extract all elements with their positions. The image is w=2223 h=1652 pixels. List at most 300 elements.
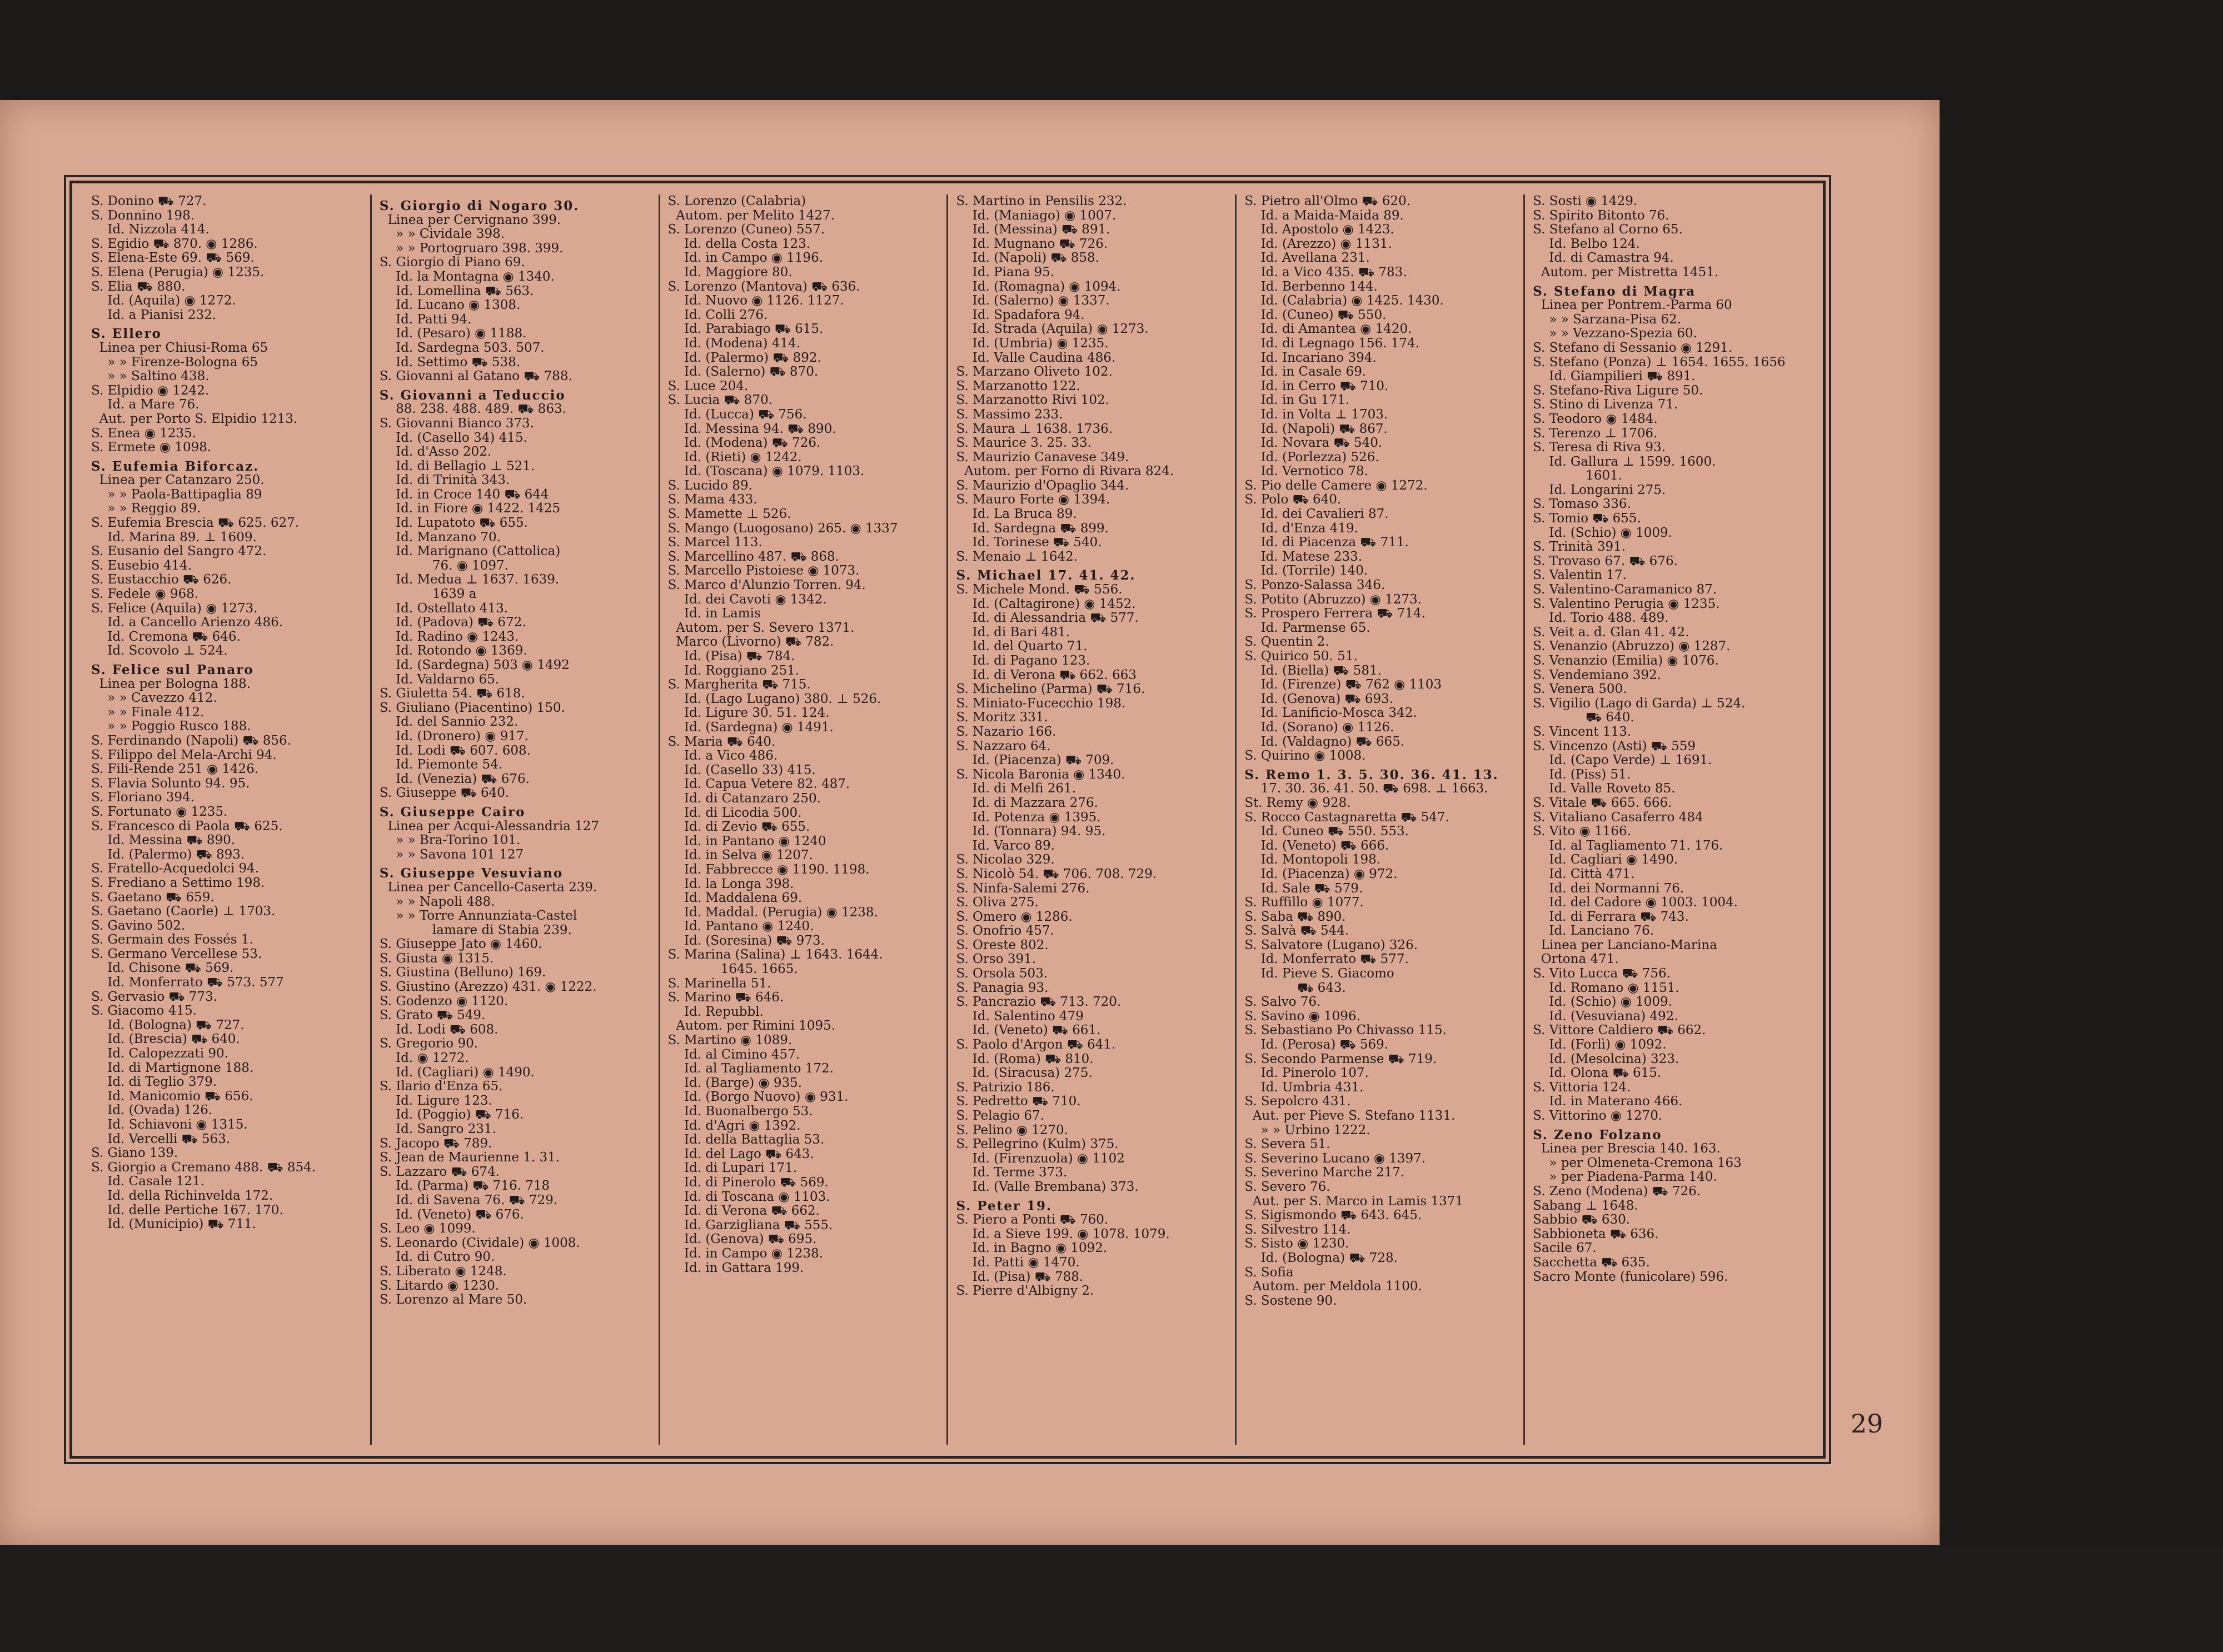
index-column-4 xyxy=(948,194,1237,1445)
index-entry: Autom. per Mistretta 1451. xyxy=(1533,265,1719,280)
index-entry: Id. Nizzola 414. xyxy=(91,223,210,237)
index-entry: S. Valentino-Caramanico 87. xyxy=(1533,583,1717,597)
index-entry: S. Marco d'Alunzio Torren. 94. xyxy=(667,578,866,593)
index-entry: Id. (Umbria) ◉ 1235. xyxy=(956,336,1109,351)
index-entry: Id. (Pisa) ⛟ 788. xyxy=(956,1270,1084,1284)
index-entry: Id. Torio 488. 489. xyxy=(1533,611,1669,626)
index-entry: S. Giorgio di Piano 69. xyxy=(379,256,525,270)
index-heading: S. Ellero xyxy=(91,327,162,341)
index-entry: Id. in Bagno ◉ 1092. xyxy=(956,1241,1108,1256)
index-entry: Id. (Porlezza) 526. xyxy=(1244,450,1379,465)
index-entry: » » Napoli 488. xyxy=(379,895,495,909)
index-entry: Id. Longarini 275. xyxy=(1533,483,1666,497)
index-entry: S. Pietro all'Olmo ⛟ 620. xyxy=(1244,194,1411,208)
index-entry: S. Piero a Ponti ⛟ 760. xyxy=(956,1213,1109,1227)
index-entry: S. Lorenzo (Cuneo) 557. xyxy=(667,223,825,237)
index-entry: S. Martino in Pensilis 232. xyxy=(956,194,1127,208)
index-entry: Id. in Croce 140 ⛟ 644 xyxy=(379,487,549,502)
index-entry: Id. Incariano 394. xyxy=(1244,351,1377,365)
index-entry: Id. del Cadore ◉ 1003. 1004. xyxy=(1533,896,1738,910)
index-entry: Id. in Selva ◉ 1207. xyxy=(667,849,813,863)
index-entry: Id. Rotondo ◉ 1369. xyxy=(379,644,527,658)
index-entry: Id. in Fiore ◉ 1422. 1425 xyxy=(379,502,561,516)
index-entry: S. Maura ⊥ 1638. 1736. xyxy=(956,422,1113,436)
index-entry: Id. (Siracusa) 275. xyxy=(956,1066,1093,1081)
index-entry: » » Portogruaro 398. 399. xyxy=(379,241,564,256)
index-entry: S. Stefano (Ponza) ⊥ 1654. 1655. 1656 xyxy=(1533,355,1786,370)
index-entry: Id. di Amantea ◉ 1420. xyxy=(1244,322,1412,337)
index-entry: Id. (Pisa) ⛟ 784. xyxy=(667,650,795,663)
index-entry: S. Nicola Baronia ◉ 1340. xyxy=(956,767,1125,782)
index-entry: S. Elena (Perugia) ◉ 1235. xyxy=(91,265,265,280)
index-entry: Id. Manzano 70. xyxy=(379,530,501,545)
index-entry: Id. Sale ⛟ 579. xyxy=(1244,881,1363,896)
index-entry: S. Miniato-Fucecchio 198. xyxy=(956,696,1126,711)
index-entry: Sacchetta ⛟ 635. xyxy=(1533,1255,1650,1270)
index-entry: Autom. per Rimini 1095. xyxy=(667,1019,836,1034)
index-entry: Id. di Toscana ◉ 1103. xyxy=(667,1190,830,1204)
index-entry: S. Jacopo ⛟ 789. xyxy=(379,1136,492,1151)
index-entry: Id. Garzigliana ⛟ 555. xyxy=(667,1218,833,1232)
index-entry: Linea per Bologna 188. xyxy=(91,677,251,691)
index-heading: S. Stefano di Magra xyxy=(1533,284,1696,299)
index-entry: S. Gregorio 90. xyxy=(379,1037,479,1051)
index-entry: Id. (Messina) ⛟ 891. xyxy=(956,223,1110,237)
index-entry: S. Polo ⛟ 640. xyxy=(1244,493,1342,507)
index-entry: S. Vittore Caldiero ⛟ 662. xyxy=(1533,1024,1706,1038)
index-entry: S. Patrizio 186. xyxy=(956,1080,1055,1095)
index-entry: Id. (Biella) ⛟ 581. xyxy=(1244,663,1382,678)
index-entry: S. Vigilio (Lago di Garda) ⊥ 524. xyxy=(1533,696,1746,711)
index-entry: Id. del Sannio 232. xyxy=(379,715,519,730)
index-entry: Id. Sardegna 503. 507. xyxy=(379,341,545,355)
index-entry: S. Sosti ◉ 1429. xyxy=(1533,194,1638,208)
index-entry: Id. Umbria 431. xyxy=(1244,1080,1364,1095)
index-entry: Id. (Napoli) ⛟ 858. xyxy=(956,251,1099,266)
index-entry: 76. ◉ 1097. xyxy=(379,558,509,573)
index-entry: S. Venera 500. xyxy=(1533,682,1627,697)
index-entry: Id. Schiavoni ◉ 1315. xyxy=(91,1118,248,1132)
index-entry: Id. di Martignone 188. xyxy=(91,1061,254,1075)
index-entry: S. Mango (Luogosano) 265. ◉ 1337 xyxy=(667,521,898,536)
index-entry: S. Vincenzo (Asti) ⛟ 559 xyxy=(1533,739,1696,753)
index-entry: S. Flavia Solunto 94. 95. xyxy=(91,776,250,791)
index-entry: Id. a Cancello Arienzo 486. xyxy=(91,616,283,630)
index-entry: Id. Capua Vetere 82. 487. xyxy=(667,777,850,792)
index-entry: S. Gaetano ⛟ 659. xyxy=(91,890,215,905)
index-entry: Id. (Modena) ⛟ 726. xyxy=(667,436,821,451)
index-entry: Id. (Palermo) ⛟ 892. xyxy=(667,351,821,365)
index-entry: S. Sisto ◉ 1230. xyxy=(1244,1237,1349,1251)
index-heading: S. Michael 17. 41. 42. xyxy=(956,568,1136,583)
index-entry: Id. Manicomio ⛟ 656. xyxy=(91,1089,253,1104)
index-entry: Id. Vernotico 78. xyxy=(1244,465,1368,479)
index-entry: Id. (Roma) ⛟ 810. xyxy=(956,1052,1094,1066)
index-entry: S. Donino ⛟ 727. xyxy=(91,194,207,208)
index-entry: Id. (Forlì) ◉ 1092. xyxy=(1533,1038,1667,1052)
index-entry: S. Teodoro ◉ 1484. xyxy=(1533,412,1658,426)
index-entry: S. Pelagio 67. xyxy=(956,1109,1044,1123)
page-number: 29 xyxy=(1851,1409,1883,1439)
index-entry: Id. (Calabria) ◉ 1425. 1430. xyxy=(1244,294,1444,308)
index-entry: S. Vito Lucca ⛟ 756. xyxy=(1533,967,1671,981)
index-entry: » per Olmeneta-Cremona 163 xyxy=(1533,1156,1742,1170)
index-entry: Id. Spadafora 94. xyxy=(956,308,1085,322)
index-entry: » » Savona 101 127 xyxy=(379,847,524,862)
index-entry: S. Giuseppe ⛟ 640. xyxy=(379,786,510,801)
index-entry: Id. Casale 121. xyxy=(91,1175,205,1189)
index-entry: Id. Lanciano 76. xyxy=(1533,924,1654,939)
index-entry: Id. a Vico 435. ⛟ 783. xyxy=(1244,265,1407,280)
index-entry: Id. (Cagliari) ◉ 1490. xyxy=(379,1065,535,1080)
index-entry: S. Floriano 394. xyxy=(91,791,195,805)
index-entry: Id. a Pianisi 232. xyxy=(91,308,217,322)
index-entry: Id. (Genova) ⛟ 695. xyxy=(667,1232,817,1247)
index-entry: » » Firenze-Bologna 65 xyxy=(91,355,258,370)
index-entry: Id. in Campo ◉ 1196. xyxy=(667,251,824,266)
index-entry: Id. Monferrato ⛟ 573. 577 xyxy=(91,976,284,990)
index-entry: St. Remy ◉ 928. xyxy=(1244,796,1351,810)
index-entry: Id. Buonalbergo 53. xyxy=(667,1105,813,1119)
index-entry: S. Nazzaro 64. xyxy=(956,739,1051,753)
index-entry: Id. (Piacenza) ⛟ 709. xyxy=(956,753,1114,768)
index-entry: S. Nicolao 329. xyxy=(956,853,1055,867)
index-entry: Id. (Ovada) 126. xyxy=(91,1104,213,1118)
index-entry: S. Fili-Rende 251 ◉ 1426. xyxy=(91,762,259,777)
index-column-2 xyxy=(372,194,660,1445)
index-entry: S. Zeno (Modena) ⛟ 726. xyxy=(1533,1184,1701,1199)
index-entry: S. Giacomo 415. xyxy=(91,1004,197,1019)
index-entry: Id. Matese 233. xyxy=(1244,550,1363,564)
index-entry: Id. (Palermo) ⛟ 893. xyxy=(91,847,245,862)
index-entry: 1639 a xyxy=(379,587,477,602)
index-entry: S. Tomaso 336. xyxy=(1533,497,1631,512)
index-entry: Id. della Costa 123. xyxy=(667,237,811,251)
index-entry: S. Saba ⛟ 890. xyxy=(1244,910,1346,924)
index-entry: S. Vito ◉ 1166. xyxy=(1533,825,1631,839)
index-entry: Aut. per Porto S. Elpidio 1213. xyxy=(91,412,298,426)
index-entry: S. Godenzo ◉ 1120. xyxy=(379,994,509,1009)
index-entry: Id. di Legnago 156. 174. xyxy=(1244,336,1420,351)
index-entry: S. Prospero Ferrera ⛟ 714. xyxy=(1244,607,1425,621)
index-entry: S. Marcel 113. xyxy=(667,536,762,550)
index-entry: S. Rocco Castagnaretta ⛟ 547. xyxy=(1244,810,1449,825)
index-entry: Id. (Sardegna) 503 ◉ 1492 xyxy=(379,658,570,672)
index-entry: Id. al Cimino 457. xyxy=(667,1047,800,1062)
index-entry: Id. Berbenno 144. xyxy=(1244,280,1378,294)
index-entry: Id. (Firenze) ⛟ 762 ◉ 1103 xyxy=(1244,678,1442,692)
index-entry: S. Lorenzo (Mantova) ⛟ 636. xyxy=(667,280,860,294)
index-entry: Id. Potenza ◉ 1395. xyxy=(956,810,1101,825)
index-entry: S. Grato ⛟ 549. xyxy=(379,1009,486,1023)
index-entry: Id. (Venezia) ⛟ 676. xyxy=(379,772,530,786)
index-entry: Id. di Mazzara 276. xyxy=(956,796,1098,810)
index-entry: S. Vitaliano Casaferro 484 xyxy=(1533,810,1703,825)
index-entry: Id. della Battaglia 53. xyxy=(667,1133,825,1147)
index-entry: 88. 238. 488. 489. ⛟ 863. xyxy=(379,402,566,417)
index-entry: Id. di Verona ⛟ 662. xyxy=(667,1204,820,1219)
index-entry: Id. (Veneto) ⛟ 661. xyxy=(956,1024,1101,1038)
index-entry: S. Pierre d'Albigny 2. xyxy=(956,1284,1094,1299)
index-entry: Linea per Acqui-Alessandria 127 xyxy=(379,819,600,834)
index-entry: Id. delle Pertiche 167. 170. xyxy=(91,1203,283,1217)
index-entry: Id. Pinerolo 107. xyxy=(1244,1066,1369,1081)
index-entry: Linea per Chiusi-Roma 65 xyxy=(91,341,268,355)
index-entry: Linea per Catanzaro 250. xyxy=(91,473,265,488)
index-entry: S. Vittorino ◉ 1270. xyxy=(1533,1109,1663,1123)
index-entry: Autom. per Meldola 1100. xyxy=(1244,1280,1422,1294)
index-entry: Id. (Capo Verde) ⊥ 1691. xyxy=(1533,753,1712,768)
table-surface xyxy=(0,1545,2223,1652)
index-entry: Id. Nuovo ◉ 1126. 1127. xyxy=(667,294,844,308)
index-entry: Id. Valle Caudina 486. xyxy=(956,351,1116,365)
index-entry: » » Saltino 438. xyxy=(91,370,210,384)
index-entry: S. Liberato ◉ 1248. xyxy=(379,1264,507,1279)
index-entry: Id. (Valdagno) ⛟ 665. xyxy=(1244,735,1405,749)
index-entry: Id. a Mare 76. xyxy=(91,398,200,412)
index-entry: Id. in Campo ◉ 1238. xyxy=(667,1246,824,1261)
index-entry: S. Sigismondo ⛟ 643. 645. xyxy=(1244,1209,1422,1223)
index-entry: » per Piadena-Parma 140. xyxy=(1533,1170,1717,1185)
index-entry: S. Vendemiano 392. xyxy=(1533,668,1662,682)
index-entry: S. Panagia 93. xyxy=(956,981,1049,995)
index-entry: S. Giorgio a Cremano 488. ⛟ 854. xyxy=(91,1160,316,1175)
index-entry: S. Gaetano (Caorle) ⊥ 1703. xyxy=(91,905,276,919)
index-entry: Id. Maggiore 80. xyxy=(667,265,792,280)
index-entry: Id. Lanificio-Mosca 342. xyxy=(1244,706,1417,721)
index-entry: Id. Patti ◉ 1470. xyxy=(956,1255,1080,1270)
index-entry: Id. (Casello 33) 415. xyxy=(667,763,816,777)
index-entry: Id. Valdarno 65. xyxy=(379,672,500,687)
index-entry: S. Giustino (Arezzo) 431. ◉ 1222. xyxy=(379,980,597,995)
index-entry: Id. Sardegna ⛟ 899. xyxy=(956,521,1109,536)
index-entry: Id. di Trinità 343. xyxy=(379,473,510,488)
index-entry: S. Veit a. d. Glan 41. 42. xyxy=(1533,625,1689,640)
index-entry: S. Sepolcro 431. xyxy=(1244,1095,1351,1109)
index-entry: Id. Salentino 479 xyxy=(956,1009,1084,1024)
index-entry: S. Salvatore (Lugano) 326. xyxy=(1244,938,1418,952)
index-entry: Sacro Monte (funicolare) 596. xyxy=(1533,1270,1728,1284)
index-entry: Id. dei Normanni 76. xyxy=(1533,881,1684,896)
index-entry: S. Tomio ⛟ 655. xyxy=(1533,512,1641,526)
index-entry: ⛟ 640. xyxy=(1533,711,1634,725)
index-entry: S. Stino di Livenza 71. xyxy=(1533,398,1678,412)
index-entry: Id. di Savena 76. ⛟ 729. xyxy=(379,1193,558,1207)
index-entry: Id. di Zevio ⛟ 655. xyxy=(667,820,810,835)
index-heading: S. Giorgio di Nogaro 30. xyxy=(379,199,580,213)
index-entry: Id. (Valle Brembana) 373. xyxy=(956,1180,1139,1194)
index-entry: Id. Lodi ⛟ 607. 608. xyxy=(379,743,531,758)
index-entry: Id. Strada (Aquila) ◉ 1273. xyxy=(956,322,1149,337)
index-entry: Id. Scovolo ⊥ 524. xyxy=(91,644,228,658)
index-entry: » » Sarzana-Pisa 62. xyxy=(1533,312,1681,327)
index-entry: » » Reggio 89. xyxy=(91,502,201,516)
index-entry: Id. Patti 94. xyxy=(379,312,472,327)
index-entry: Id. Cremona ⛟ 646. xyxy=(91,630,241,644)
index-entry: S. Menaio ⊥ 1642. xyxy=(956,550,1078,564)
index-entry: S. Francesco di Paola ⛟ 625. xyxy=(91,819,283,834)
index-entry: Id. Gallura ⊥ 1599. 1600. xyxy=(1533,455,1716,469)
index-entry: S. Venanzio (Emilia) ◉ 1076. xyxy=(1533,654,1719,668)
index-entry: S. Moritz 331. xyxy=(956,711,1048,725)
index-entry: S. Maria ⛟ 640. xyxy=(667,735,776,749)
index-entry: Id. Radino ◉ 1243. xyxy=(379,630,519,644)
index-entry: Ortona 471. xyxy=(1533,952,1619,967)
index-entry: Id. del Quarto 71. xyxy=(956,640,1088,654)
index-entry: Id. Parmense 65. xyxy=(1244,621,1370,635)
index-entry: Id. (Salerno) ◉ 1337. xyxy=(956,294,1110,308)
index-entry: » » Torre Annunziata-Castel xyxy=(379,909,577,924)
index-entry: Id. Giampilieri ⛟ 891. xyxy=(1533,370,1696,384)
index-entry: S. Sebastiano Po Chivasso 115. xyxy=(1244,1024,1447,1038)
index-entry: S. Giovanni Bianco 373. xyxy=(379,416,534,431)
index-entry: S. Stefano-Riva Ligure 50. xyxy=(1533,383,1703,398)
index-entry: S. Luce 204. xyxy=(667,379,749,393)
index-entry: Id. (Sorano) ◉ 1126. xyxy=(1244,720,1394,735)
index-entry: S. Litardo ◉ 1230. xyxy=(379,1279,500,1293)
index-entry: Id. (Salerno) ⛟ 870. xyxy=(667,365,819,380)
index-entry: S. Sofia xyxy=(1244,1265,1294,1280)
index-entry: Id. Lucano ◉ 1308. xyxy=(379,298,521,313)
index-entry: S. Maurizio d'Opaglio 344. xyxy=(956,478,1129,493)
index-entry: Id. Ostellato 413. xyxy=(379,601,509,616)
index-entry: Id. in Lamis xyxy=(667,607,761,621)
index-entry: S. Fedele ◉ 968. xyxy=(91,587,199,602)
index-entry: Id. a Maida-Maida 89. xyxy=(1244,208,1404,223)
index-heading: S. Peter 19. xyxy=(956,1199,1052,1214)
index-entry: Aut. per S. Marco in Lamis 1371 xyxy=(1244,1194,1463,1209)
index-entry: S. Marino ⛟ 646. xyxy=(667,991,784,1005)
index-entry: » » Paola-Battipaglia 89 xyxy=(91,487,262,502)
index-entry: Id. di Licodia 500. xyxy=(667,806,802,820)
index-entry: Id. (Borgo Nuovo) ◉ 931. xyxy=(667,1090,849,1105)
index-entry: Id. Montopoli 198. xyxy=(1244,853,1381,867)
index-entry: Id. (Lago Lugano) 380. ⊥ 526. xyxy=(667,692,881,706)
index-entry: Id. Novara ⛟ 540. xyxy=(1244,436,1383,451)
index-entry: S. Severino Lucano ◉ 1397. xyxy=(1244,1151,1426,1166)
index-entry: S. Martino ◉ 1089. xyxy=(667,1034,792,1048)
index-entry: Id. (Rieti) ◉ 1242. xyxy=(667,450,802,465)
index-entry: S. Valentino Perugia ◉ 1235. xyxy=(1533,597,1720,611)
index-entry: S. Ninfa-Salemi 276. xyxy=(956,881,1090,896)
index-entry: Id. (Tonnara) 94. 95. xyxy=(956,825,1106,839)
index-entry: S. Frediano a Settimo 198. xyxy=(91,876,265,890)
index-entry: Id. di Pinerolo ⛟ 569. xyxy=(667,1175,829,1190)
index-entry: S. Pelino ◉ 1270. xyxy=(956,1123,1069,1137)
index-column-5 xyxy=(1237,194,1525,1445)
index-entry: Autom. per S. Severo 1371. xyxy=(667,621,855,635)
index-entry: S. Germano Vercellese 53. xyxy=(91,947,262,961)
index-entry: Id. Pieve S. Giacomo xyxy=(1244,967,1394,981)
index-entry: S. Gavino 502. xyxy=(91,919,186,933)
index-entry: S. Lorenzo (Calabria) xyxy=(667,194,806,208)
index-entry: Id. dei Cavalieri 87. xyxy=(1244,507,1389,522)
index-entry: S. Ponzo-Salassa 346. xyxy=(1244,578,1385,593)
index-entry: Id. Medua ⊥ 1637. 1639. xyxy=(379,573,560,587)
index-entry: » » Finale 412. xyxy=(91,705,205,720)
index-entry: Id. (Padova) ⛟ 672. xyxy=(379,616,526,630)
index-entry: Id. Calopezzati 90. xyxy=(91,1047,228,1061)
index-entry: Id. (Lucca) ⛟ 756. xyxy=(667,407,807,422)
index-column-3 xyxy=(660,194,949,1445)
index-entry: S. Pellegrino (Kulm) 375. xyxy=(956,1137,1119,1152)
index-entry: S. Pio delle Camere ◉ 1272. xyxy=(1244,478,1428,493)
index-entry: 1645. 1665. xyxy=(667,962,798,977)
index-entry: Id. (Aquila) ◉ 1272. xyxy=(91,294,236,308)
index-entry: S. Elena-Este 69. ⛟ 569. xyxy=(91,251,255,266)
index-entry: S. Quirino ◉ 1008. xyxy=(1244,749,1366,763)
index-entry: Id. (Bologna) ⛟ 728. xyxy=(1244,1251,1398,1265)
index-entry: Id. (Mesolcina) 323. xyxy=(1533,1052,1679,1066)
index-heading: S. Giuseppe Cairo xyxy=(379,805,526,820)
index-entry: Id. (Toscana) ◉ 1079. 1103. xyxy=(667,465,865,479)
index-entry: Id. Piana 95. xyxy=(956,265,1055,280)
index-entry: S. Stefano di Sessanio ◉ 1291. xyxy=(1533,341,1733,355)
index-entry: Sabang ⊥ 1648. xyxy=(1533,1199,1638,1213)
index-entry: » » Poggio Rusco 188. xyxy=(91,720,251,734)
index-entry: S. Secondo Parmense ⛟ 719. xyxy=(1244,1052,1437,1066)
index-entry: S. Ermete ◉ 1098. xyxy=(91,441,212,455)
index-entry: Id. Valle Roveto 85. xyxy=(1533,782,1676,796)
index-entry: Id. Terme 373. xyxy=(956,1166,1068,1180)
index-entry: Id. Romano ◉ 1151. xyxy=(1533,981,1679,995)
index-entry: Id. (Torrile) 140. xyxy=(1244,564,1368,578)
index-entry: S. Egidio ⛟ 870. ◉ 1286. xyxy=(91,237,258,251)
index-entry: Id. di Catanzaro 250. xyxy=(667,791,821,806)
index-entry: Id. al Tagliamento 172. xyxy=(667,1062,834,1076)
index-entry: S. Stefano al Corno 65. xyxy=(1533,223,1683,237)
index-entry: S. Pedretto ⛟ 710. xyxy=(956,1095,1081,1109)
index-entry: S. Omero ◉ 1286. xyxy=(956,910,1073,924)
index-entry: Id. (Firenzuola) ◉ 1102 xyxy=(956,1151,1125,1166)
index-entry: S. Mamette ⊥ 526. xyxy=(667,507,791,522)
index-entry: S. Lucia ⛟ 870. xyxy=(667,393,773,408)
index-entry: Marco (Livorno) ⛟ 782. xyxy=(667,635,834,650)
index-entry: Autom. per Melito 1427. xyxy=(667,208,835,223)
index-entry: Id. Ligure 30. 51. 124. xyxy=(667,706,830,721)
index-entry: Id. Colli 276. xyxy=(667,308,768,322)
index-entry: S. Leonardo (Cividale) ◉ 1008. xyxy=(379,1236,580,1250)
index-entry: Id. di Ferrara ⛟ 743. xyxy=(1533,910,1689,924)
index-entry: S. Orso 391. xyxy=(956,952,1036,967)
index-entry: Id. della Richinvelda 172. xyxy=(91,1189,273,1203)
index-entry: S. Fratello-Acquedolci 94. xyxy=(91,862,260,876)
index-entry: Id. (Sardegna) ◉ 1491. xyxy=(667,720,834,735)
index-entry: Id. (Napoli) ⛟ 867. xyxy=(1244,422,1388,436)
index-entry: Id. di Pagano 123. xyxy=(956,654,1090,668)
index-entry: Id. (Cuneo) ⛟ 550. xyxy=(1244,308,1387,322)
index-entry: Id. Parabiago ⛟ 615. xyxy=(667,322,824,337)
index-entry: S. Marzano Oliveto 102. xyxy=(956,365,1113,380)
index-entry: Id. in Cerro ⛟ 710. xyxy=(1244,379,1389,393)
index-entry: Id. La Bruca 89. xyxy=(956,507,1077,522)
index-entry: Id. Marina 89. ⊥ 1609. xyxy=(91,530,257,545)
index-entry: S. Marcello Pistoiese ◉ 1073. xyxy=(667,564,860,578)
index-entry: Id. (Veneto) ⛟ 676. xyxy=(379,1207,524,1222)
index-entry: Id. di Camastra 94. xyxy=(1533,251,1674,266)
index-entry: S. Trovaso 67. ⛟ 676. xyxy=(1533,554,1678,568)
index-entry: Linea per Pontrem.-Parma 60 xyxy=(1533,298,1732,313)
index-entry: Id. Fabbrecce ◉ 1190. 1198. xyxy=(667,862,870,877)
index-entry: 17. 30. 36. 41. 50. ⛟ 698. ⊥ 1663. xyxy=(1244,782,1488,796)
index-entry: Id. (Pesaro) ◉ 1188. xyxy=(379,327,527,341)
index-entry: S. Ruffillo ◉ 1077. xyxy=(1244,896,1364,910)
index-entry: S. Sostene 90. xyxy=(1244,1294,1337,1308)
index-entry: S. Marcellino 487. ⛟ 868. xyxy=(667,550,839,564)
index-entry: S. Eufemia Brescia ⛟ 625. 627. xyxy=(91,516,300,531)
index-entry: Id. Cuneo ⛟ 550. 553. xyxy=(1244,825,1409,839)
index-entry: S. Terenzo ⊥ 1706. xyxy=(1533,426,1658,441)
